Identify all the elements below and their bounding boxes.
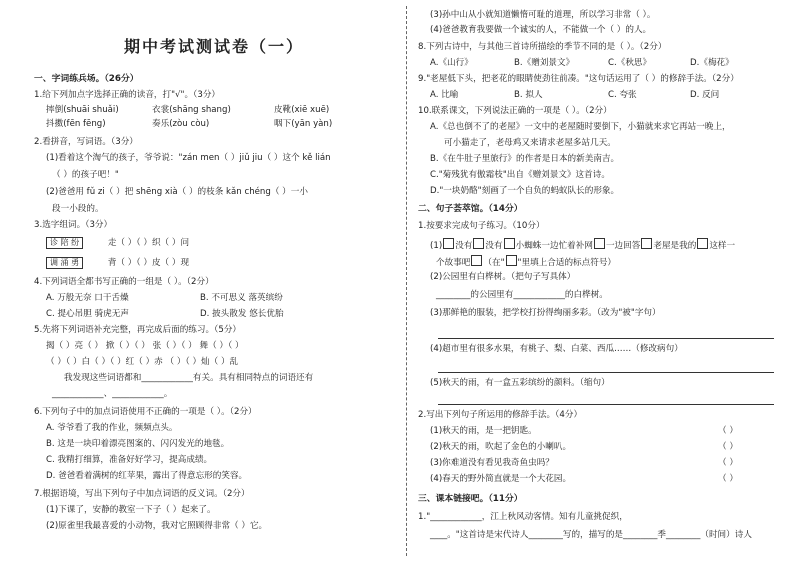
q10-option-d: D."一块奶酪"刻画了一个自负的蚂蚁队长的形象。 [430, 186, 620, 196]
q6-option-d: D. 爸爸看着满树的红苹果，露出了得意忘形的笑容。 [46, 471, 248, 481]
q1-option-e: 奏乐(zòu còu) [152, 119, 210, 129]
answer-line[interactable] [438, 372, 774, 373]
question-7: 7.根据语境，写出下列句子中加点词语的反义词。（2分） [34, 489, 250, 499]
s2-item-1-blank[interactable]: （ ） [718, 426, 738, 436]
punct-box[interactable] [471, 255, 482, 266]
s2-item-4-blank[interactable]: （ ） [718, 474, 738, 484]
q5-row-c: 我发现这些词语都和____________有关。具有相同特点的词语还有 [64, 373, 314, 383]
s1-item-2-answer: ________的公园里有____________的白桦树。 [436, 290, 608, 300]
q9-option-b: B. 拟人 [514, 90, 543, 100]
q1-option-d: 抖擞(fēn fēng) [46, 119, 106, 129]
question-10: 10.联系课文，下列说法正确的一项是（ ）。（2分） [418, 106, 612, 116]
q1-option-a: 摔倒(shuāi shuǎi) [46, 105, 119, 115]
s2-item-3: (3)你难道没有看见我奇鱼虫吗？ [430, 458, 554, 468]
question-8: 8.下列古诗中，与其他三首诗所描绘的季节不同的是（ ）。（2分） [418, 42, 667, 52]
q5-row-b: （ ）（ ）白（ ）（ ）红（ ）赤 （ ）（ ）灿（ ）乱 [46, 357, 239, 367]
s1-punctuation-line-2 [418, 255, 616, 269]
textbook-question-1-cont: ____。"这首诗是宋代诗人________写的，描写的是________季________（时间）诗人 [430, 530, 752, 540]
question-9: 9."老屋低下头，把老花的眼睛使劲往前凑。"这句话运用了（ ）的修辞手法。（2分） [418, 74, 739, 84]
sentence-question-2: 2.写出下列句子所运用的修辞手法。（4分） [418, 410, 583, 420]
q3-row-a [34, 237, 189, 249]
q1-option-f: 咽下(yān yàn) [274, 119, 333, 129]
q3-char-box-a: 诊 陪 纷 [46, 237, 83, 249]
question-1: 1.给下列加点字选择正确的读音，打"√"。（3分） [34, 90, 221, 100]
q10-option-b: B.《在牛肚子里旅行》的作者是日本的新美南吉。 [430, 154, 620, 164]
q3-char-box-b: 调 涌 勇 [46, 257, 83, 269]
q2-line-a: (1)看着这个淘气的孩子，爷爷说："zán men（ ）jiǔ jiu（ ）这个 kě lián [46, 153, 331, 163]
punct-box[interactable] [594, 238, 605, 249]
question-4: 4.下列词语全都书写正确的一组是（ ）。（2分） [34, 277, 214, 287]
q4-option-a: A. 万般无奈 口干舌燥 [46, 293, 129, 303]
q4-option-c: C. 提心吊胆 骑虎无声 [46, 309, 129, 319]
s2-item-2: (2)秋天的雨，吹起了金色的小喇叭。 [430, 442, 572, 452]
punct-box[interactable] [443, 238, 454, 249]
q7-line-a: (1)下课了，安静的教室一下子（ ）起来了。 [46, 505, 216, 515]
s1a-seg-3: 小蜘蛛一边忙着补网 [515, 241, 593, 251]
punct-box[interactable] [697, 238, 708, 249]
section-heading-2: 二、句子荟萃馆。（14分） [418, 204, 523, 214]
s1-item-4: (4)超市里有很多水果，有桃子、梨、白菜、西瓜……（修改病句） [430, 344, 683, 354]
s1-item-5: (5)秋天的雨，有一盒五彩缤纷的颜料。（缩句） [430, 378, 610, 388]
q6-option-c: C. 我精打细算，准备好好学习，提高成绩。 [46, 455, 213, 465]
s1-punctuation-line: (1) 没有 没有 小蜘蛛一边忙着补网 一边回答 老屋是我的 这样一 [418, 238, 735, 252]
s2-item-1: (1)秋天的雨，是一把钥匙。 [430, 426, 537, 436]
question-3: 3.选字组词。（3分） [34, 220, 113, 230]
section-heading-3: 三、课本链接吧。（11分） [418, 494, 523, 504]
q5-row-d: ____________、____________。 [52, 389, 173, 399]
q2-line-b: （ ）的孩子吧！" [52, 170, 119, 180]
s2-item-2-blank[interactable]: （ ） [718, 442, 738, 452]
question-6: 6.下列句子中的加点词语使用不正确的一项是（ ）。（2分） [34, 407, 257, 417]
punct-box-sample [506, 255, 517, 266]
s1a-seg-5: 老屋是我的 [653, 241, 697, 251]
q4-option-d: D. 披头散发 悠长优胎 [200, 309, 284, 319]
answer-line[interactable] [438, 338, 774, 339]
q2-line-d: 段一小段的。 [52, 204, 104, 214]
q4-option-b: B. 不可思义 落英缤纷 [200, 293, 283, 303]
punct-box[interactable] [473, 238, 484, 249]
q7-line-d: (4)爸爸教育我要做一个诚实的人，不能做一个（ ）的人。 [430, 25, 652, 35]
s2-item-4: (4)春天的野外简直就是一个大花园。 [430, 474, 572, 484]
q7-line-b: (2)原雀里我最喜爱的小动物，我对它照顾得非常（ ）它。 [46, 521, 268, 531]
punct-box[interactable] [504, 238, 515, 249]
section-heading-1: 一、字词练兵场。（26分） [34, 74, 139, 84]
q6-option-b: B. 这是一块印着漂亮图案的、闪闪发光的地毯。 [46, 439, 230, 449]
q2-line-c: (2)爸爸用 fǔ zi（ ）把 shēng xià（ ）的枝条 kǎn chéng（ ）一小 [46, 187, 308, 197]
q8-option-d: D.《梅花》 [690, 58, 734, 68]
q3-words-b: 背（ ）（ ）皮（ ）现 [107, 258, 190, 268]
q8-option-c: C.《秋思》 [608, 58, 652, 68]
q1-option-c: 皮靴(xiē xuē) [274, 105, 330, 115]
q8-option-a: A.《山行》 [430, 58, 473, 68]
question-2: 2.看拼音，写词语。（3分） [34, 137, 138, 147]
q3-words-a: 走（ ）（ ）织（ ）问 [107, 238, 190, 248]
q10-option-a: A.《总也倒不了的老屋》一文中的老屋随时要倒下，小猫就来求它再站一晚上， [430, 122, 731, 132]
s2-item-3-blank[interactable]: （ ） [718, 458, 738, 468]
column-divider [406, 6, 407, 556]
punct-box[interactable] [641, 238, 652, 249]
s1-item-2: (2)公园里有白桦树。（把句子写具体） [430, 272, 576, 282]
s1a-seg-8: （在" [483, 258, 505, 268]
answer-line[interactable] [438, 404, 774, 405]
question-5: 5.先将下列词语补充完整，再完成后面的练习。（5分） [34, 325, 242, 335]
exam-title: 期中考试测试卷（一） [123, 37, 304, 56]
s1-item-3: (3)那鲜艳的服装，把学校打扮得绚丽多彩。（改为"被"字句） [430, 308, 661, 318]
s1a-seg-2: 没有 [485, 241, 503, 251]
textbook-question-1: 1."____________，江上秋风动客情。知有儿童挑促织， [418, 512, 628, 522]
q10-option-c: C."菊残犹有傲霜枝"出自《赠刘景文》这首诗。 [430, 170, 610, 180]
s1a-seg-1: 没有 [455, 241, 473, 251]
q9-option-c: C. 夸张 [608, 90, 637, 100]
q9-option-d: D. 反问 [690, 90, 720, 100]
sentence-question-1: 1.按要求完成句子练习。（10分） [418, 221, 545, 231]
q6-option-a: A. 爷爷看了我的作业，频频点头。 [46, 423, 178, 433]
q1-option-b: 衣裳(shāng shang) [152, 105, 231, 115]
s1a-seg-4: 一边回答 [605, 241, 641, 251]
q10-option-a-cont: 可小猫走了，老母鸡又来请求老屋多站几天。 [444, 138, 616, 148]
q3-row-b [34, 257, 189, 269]
s1a-seg-9: "里填上合适的标点符号） [517, 258, 617, 268]
q9-option-a: A. 比喻 [430, 90, 459, 100]
s1a-seg-6: 这样一 [709, 241, 736, 251]
q8-option-b: B.《赠刘景文》 [514, 58, 575, 68]
s1a-seg-7: 个故事吧 [436, 258, 471, 268]
q7-line-c: (3)孙中山从小就知道懒惰可耻的道理，所以学习非常（ ）。 [430, 10, 656, 20]
q5-row-a: 揭（ ）亮（ ） 掀（ ）（ ） 张（ ）（ ） 舞（ ）（ ） [46, 341, 244, 351]
